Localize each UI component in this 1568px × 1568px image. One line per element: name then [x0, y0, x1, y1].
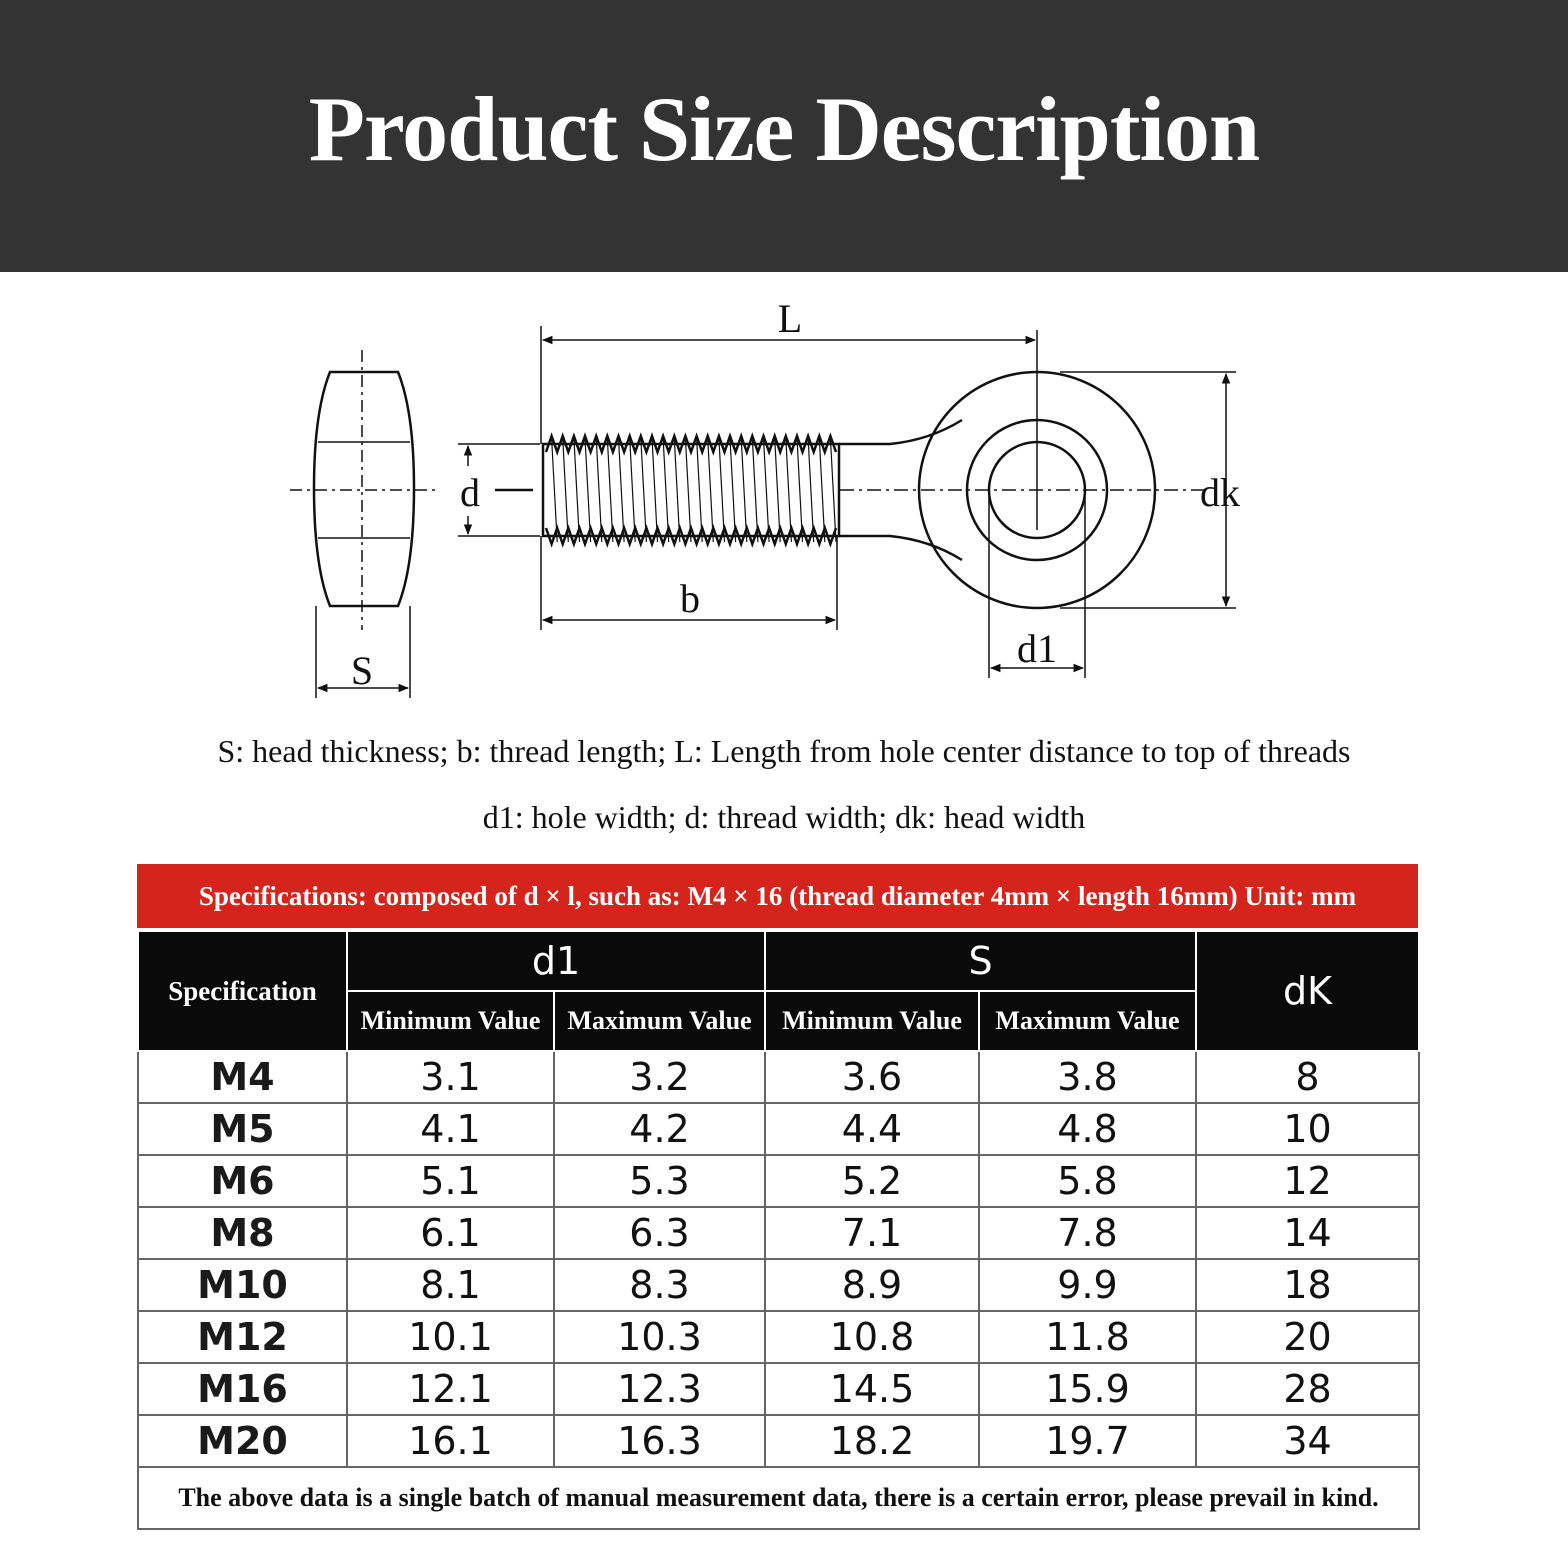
spec-name: M4	[138, 1051, 347, 1103]
threaded-shank	[543, 436, 839, 544]
header-s-min: Minimum Value	[765, 991, 979, 1051]
l-dimension	[541, 326, 1035, 444]
thread-line	[607, 438, 613, 542]
thread-line	[619, 438, 625, 542]
table-row	[138, 1103, 1419, 1155]
table-row	[138, 1207, 1419, 1259]
dk-value: 8	[1196, 1051, 1419, 1103]
thread-line	[741, 438, 747, 542]
thread-line	[574, 438, 580, 542]
dim-label-l: L	[777, 296, 803, 341]
d1-max-value: 8.3	[554, 1259, 765, 1311]
s-max-value: 3.8	[979, 1051, 1196, 1103]
s-max-value: 5.8	[979, 1155, 1196, 1207]
thread-line	[764, 438, 770, 542]
spec-name: M5	[138, 1103, 347, 1155]
d1-max-value: 16.3	[554, 1415, 765, 1467]
thread-line	[674, 438, 680, 542]
header-specification: Specification	[138, 931, 347, 1051]
thread-line	[786, 438, 792, 542]
table-row	[138, 1051, 1419, 1103]
d1-max-value: 4.2	[554, 1103, 765, 1155]
dk-value: 18	[1196, 1259, 1419, 1311]
d1-min-value: 10.1	[347, 1311, 554, 1363]
s-max-value: 4.8	[979, 1103, 1196, 1155]
d1-min-value: 8.1	[347, 1259, 554, 1311]
spec-name: M20	[138, 1415, 347, 1467]
spec-name: M6	[138, 1155, 347, 1207]
s-max-value: 9.9	[979, 1259, 1196, 1311]
s-min-value: 3.6	[765, 1051, 979, 1103]
d1-max-value: 10.3	[554, 1311, 765, 1363]
dim-label-dk: dk	[1200, 470, 1240, 515]
thread-line	[752, 438, 758, 542]
d1-max-value: 6.3	[554, 1207, 765, 1259]
thread-line	[630, 438, 636, 542]
d1-max-value: 12.3	[554, 1363, 765, 1415]
dim-label-d1: d1	[1017, 626, 1057, 671]
side-view	[290, 350, 440, 698]
thread-line	[596, 438, 602, 542]
spec-name: M8	[138, 1207, 347, 1259]
specification-banner: Specifications: composed of d × l, such as: M4 × 16 (thread diameter 4mm × length 16mm) Unit: mm	[137, 864, 1418, 928]
thread-line	[808, 438, 814, 542]
s-min-value: 5.2	[765, 1155, 979, 1207]
d1-min-value: 16.1	[347, 1415, 554, 1467]
header-dk: dK	[1196, 931, 1419, 1051]
header-s: S	[765, 931, 1196, 991]
measurement-note: The above data is a single batch of manual measurement data, there is a certain error, please prevail in kind.	[138, 1467, 1419, 1529]
thread-line	[830, 438, 836, 542]
thread-line	[641, 438, 647, 542]
table-row	[138, 1415, 1419, 1467]
thread-line	[697, 438, 703, 542]
dk-value: 34	[1196, 1415, 1419, 1467]
thread-line	[685, 438, 691, 542]
page-title: Product Size Description	[308, 78, 1260, 180]
dk-value: 20	[1196, 1311, 1419, 1363]
eye-bolt-diagram	[0, 272, 1568, 712]
title-banner	[0, 0, 1568, 272]
header-d1-min: Minimum Value	[347, 991, 554, 1051]
dk-value: 10	[1196, 1103, 1419, 1155]
specification-table	[137, 930, 1420, 1530]
s-max-value: 15.9	[979, 1363, 1196, 1415]
s-max-value: 19.7	[979, 1415, 1196, 1467]
header-d1-max: Maximum Value	[554, 991, 765, 1051]
s-max-value: 11.8	[979, 1311, 1196, 1363]
spec-name: M10	[138, 1259, 347, 1311]
thread-line	[819, 438, 825, 542]
table-row	[138, 1259, 1419, 1311]
header-d1: d1	[347, 931, 765, 991]
d1-min-value: 3.1	[347, 1051, 554, 1103]
dk-value: 12	[1196, 1155, 1419, 1207]
legend-line-2: d1: hole width; d: thread width; dk: head width	[482, 799, 1086, 835]
s-min-value: 18.2	[765, 1415, 979, 1467]
s-max-value: 7.8	[979, 1207, 1196, 1259]
spec-name: M12	[138, 1311, 347, 1363]
thread-line	[708, 438, 714, 542]
thread-line	[775, 438, 781, 542]
dim-label-s: S	[350, 648, 374, 693]
legend-line-1: S: head thickness; b: thread length; L: Length from hole center distance to top of threads	[217, 733, 1351, 769]
s-min-value: 8.9	[765, 1259, 979, 1311]
dim-label-b: b	[680, 576, 700, 621]
thread-line	[585, 438, 591, 542]
table-row	[138, 1155, 1419, 1207]
d1-max-value: 5.3	[554, 1155, 765, 1207]
d1-min-value: 4.1	[347, 1103, 554, 1155]
thread-line	[663, 438, 669, 542]
table-row	[138, 1311, 1419, 1363]
spec-name: M16	[138, 1363, 347, 1415]
s-min-value: 10.8	[765, 1311, 979, 1363]
thread-line	[652, 438, 658, 542]
header-s-max: Maximum Value	[979, 991, 1196, 1051]
dim-label-d: d	[460, 470, 480, 515]
s-min-value: 4.4	[765, 1103, 979, 1155]
thread-line	[563, 438, 569, 542]
thread-line	[552, 438, 558, 542]
thread-line	[730, 438, 736, 542]
dk-value: 14	[1196, 1207, 1419, 1259]
thread-line	[797, 438, 803, 542]
s-min-value: 7.1	[765, 1207, 979, 1259]
table-row	[138, 1363, 1419, 1415]
d1-min-value: 5.1	[347, 1155, 554, 1207]
s-min-value: 14.5	[765, 1363, 979, 1415]
d1-max-value: 3.2	[554, 1051, 765, 1103]
thread-line	[719, 438, 725, 542]
d1-min-value: 6.1	[347, 1207, 554, 1259]
d1-min-value: 12.1	[347, 1363, 554, 1415]
dk-value: 28	[1196, 1363, 1419, 1415]
